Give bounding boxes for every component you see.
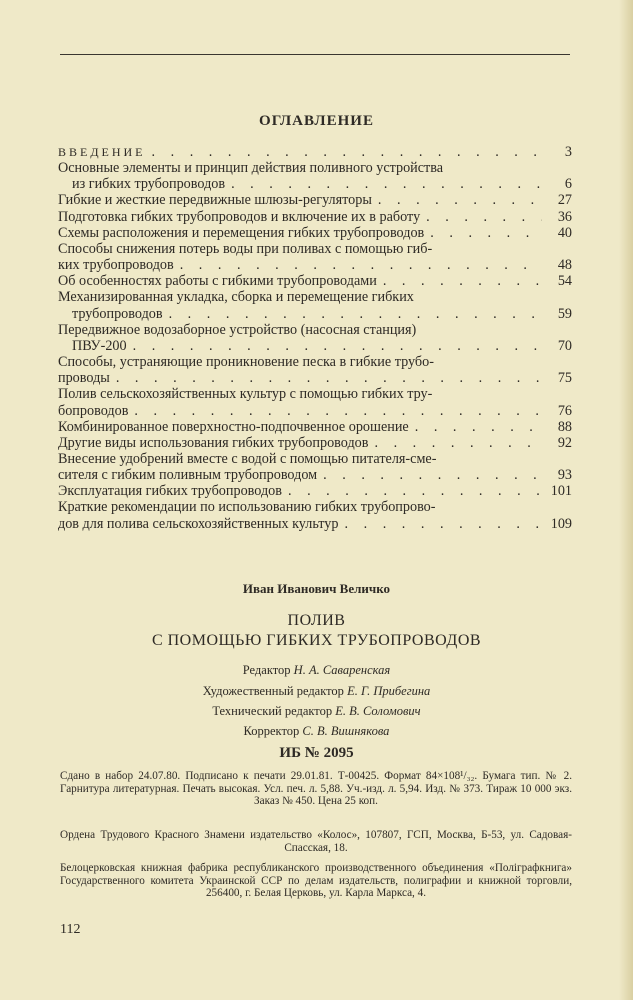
toc-page-number: 88 [557, 418, 572, 435]
toc-line [58, 306, 572, 322]
dot-leader [409, 419, 542, 435]
credit-name: Е. В. Соломович [335, 704, 421, 718]
toc-page-number: 75 [557, 370, 572, 387]
credit-role: Редактор [242, 663, 291, 677]
toc-line [58, 144, 572, 160]
dot-leader [282, 483, 542, 499]
toc-page-number: 36 [557, 208, 572, 225]
toc-entry-title: Способы снижения потерь воды при поливах с помощью гиб- [58, 240, 433, 257]
imprint-printing-details: Сдано в набор 24.07.80. Подписано к печати 29.01.81. Т-00425. Формат 84×108¹/₃₂. Бумага тип. № 2. Гарнитура литературная. Печать высокая. Усл. печ. л. 5,88. Уч.-изд. л. 5,94. Изд. № 373. Тираж 10 000 экз. Заказ № 450. Цена 25 коп. [60, 770, 572, 808]
toc-line [58, 354, 572, 370]
toc-entry-title: трубопроводов [72, 305, 163, 322]
dot-leader [163, 306, 542, 322]
toc-title: ОГЛАВЛЕНИЕ [259, 113, 374, 129]
toc-page-number: 6 [564, 176, 572, 193]
credit-role: Художественный редактор [202, 684, 344, 698]
toc-entry-title: Гибкие и жесткие передвижные шлюзы-регуляторы [58, 192, 372, 209]
toc-entry-title: Передвижное водозаборное устройство (насосная станция) [58, 321, 417, 338]
toc-entry [58, 144, 572, 160]
toc-page-number: 40 [557, 224, 572, 241]
toc-page-number: 93 [557, 467, 572, 484]
dot-leader [110, 370, 542, 386]
toc-entry [58, 192, 572, 208]
toc-line [58, 403, 572, 419]
toc-entry-title: Внесение удобрений вместе с водой с помощью питателя-сме- [58, 450, 437, 467]
toc-page-number: 3 [564, 144, 572, 160]
toc-entry [58, 386, 572, 418]
toc-page-number: 59 [557, 305, 572, 322]
toc-entry [58, 419, 572, 435]
toc-entry [58, 483, 572, 499]
toc-page-number: 101 [550, 483, 572, 500]
toc-line [58, 386, 572, 402]
toc-line [58, 499, 572, 515]
toc-entry [58, 241, 572, 273]
toc-line [58, 338, 572, 354]
toc-page-number: 92 [557, 434, 572, 451]
credit-role: Корректор [243, 724, 300, 738]
credit-tech-editor [0, 704, 633, 719]
dot-leader [146, 144, 542, 160]
toc-entry-title: дов для полива сельскохозяйственных культур [58, 515, 339, 532]
toc-line [58, 160, 572, 176]
toc-entry [58, 289, 572, 321]
credit-proofreader [0, 724, 633, 739]
toc-entry-title: Механизированная укладка, сборка и перемещение гибких [58, 289, 414, 306]
dot-leader [339, 516, 543, 532]
credit-name: Е. Г. Прибегина [347, 684, 431, 698]
toc-entry-title: Эксплуатация гибких трубопроводов [58, 483, 282, 500]
credit-name: С. В. Вишнякова [302, 724, 390, 738]
toc-line [58, 419, 572, 435]
dot-leader [377, 273, 542, 289]
toc-line [58, 451, 572, 467]
toc-entry-title: проводы [58, 370, 110, 387]
toc-line [58, 467, 572, 483]
toc-entry-title: бопроводов [58, 402, 129, 419]
dot-leader [317, 467, 542, 483]
dot-leader [174, 257, 542, 273]
toc-entry [58, 499, 572, 531]
imprint-printer: Белоцерковская книжная фабрика республиканского производственного объединения «Поліграфкнига» Государственного комитета Украинской ССР по делам издательств, полиграфии и книжной торговли, 256400, г. Белая Церковь, ул. Карла Маркса, 4. [60, 862, 572, 900]
toc-entry-title: Основные элементы и принцип действия поливного устройства [58, 160, 444, 177]
dot-leader [225, 176, 542, 192]
dot-leader [372, 192, 542, 208]
toc-entry-title: сителя с гибким поливным трубопроводом [58, 467, 318, 484]
toc-line [58, 241, 572, 257]
toc-entry-title: Комбинированное поверхностно-подпочвенное орошение [58, 418, 409, 435]
toc-page-number: 48 [557, 257, 572, 274]
dot-leader [368, 435, 542, 451]
toc-entry-title: ВВЕДЕНИЕ [58, 145, 146, 159]
toc-line [58, 516, 572, 532]
ib-number: ИБ № 2095 [279, 745, 354, 761]
toc-entry-title: Подготовка гибких трубопроводов и включение их в работу [58, 208, 421, 225]
toc-entry-title: Полив сельскохозяйственных культур с помощью гибких тру- [58, 386, 433, 403]
dot-leader [420, 209, 542, 225]
toc-line [58, 257, 572, 273]
toc-entry-title: Способы, устраняющие проникновение песка в гибкие трубо- [58, 354, 434, 371]
toc-entry-title: Другие виды использования гибких трубопроводов [58, 434, 369, 451]
toc-page-number: 76 [557, 402, 572, 419]
toc-entry-title: ких трубопроводов [58, 257, 174, 274]
toc-entry-title: Краткие рекомендации по использованию гибких трубопрово- [58, 499, 436, 516]
toc-entry [58, 354, 572, 386]
toc-line [58, 176, 572, 192]
toc-page-number: 70 [557, 337, 572, 354]
page-number: 112 [60, 922, 81, 937]
toc-page-number: 27 [557, 192, 572, 209]
toc-entry-title: Об особенностях работы с гибкими трубопроводами [58, 273, 377, 290]
toc-entry-title: из гибких трубопроводов [72, 176, 226, 193]
toc-entry [58, 209, 572, 225]
page-edge-shadow [619, 0, 633, 1000]
toc-line [58, 370, 572, 386]
toc-entry [58, 225, 572, 241]
toc-entry [58, 160, 572, 192]
dot-leader [128, 403, 542, 419]
credit-name: Н. А. Саваренская [293, 663, 391, 677]
toc-line [58, 192, 572, 208]
toc-line [58, 273, 572, 289]
credit-art-editor [0, 684, 633, 699]
book-title-line-1: ПОЛИВ [287, 612, 346, 629]
dot-leader [424, 225, 542, 241]
toc-entry [58, 322, 572, 354]
toc-entry-title: Схемы расположения и перемещения гибких трубопроводов [58, 224, 425, 241]
toc-entry [58, 435, 572, 451]
toc-line [58, 435, 572, 451]
top-rule [60, 54, 570, 55]
toc-line [58, 225, 572, 241]
toc-line [58, 289, 572, 305]
author-name: Иван Иванович Величко [242, 581, 391, 596]
table-of-contents [58, 144, 572, 532]
credit-role: Технический редактор [212, 704, 333, 718]
book-title-line-2: С ПОМОЩЬЮ ГИБКИХ ТРУБОПРОВОДОВ [151, 632, 482, 649]
toc-entry [58, 451, 572, 483]
imprint-publisher: Ордена Трудового Красного Знамени издательство «Колос», 107807, ГСП, Москва, Б-53, ул. Садовая-Спасская, 18. [60, 829, 572, 854]
toc-entry [58, 273, 572, 289]
toc-page-number: 109 [550, 515, 572, 532]
dot-leader [127, 338, 542, 354]
toc-line [58, 209, 572, 225]
toc-line [58, 322, 572, 338]
credit-editor [0, 663, 633, 678]
toc-page-number: 54 [557, 273, 572, 290]
toc-entry-title: ПВУ-200 [72, 337, 127, 354]
toc-line [58, 483, 572, 499]
